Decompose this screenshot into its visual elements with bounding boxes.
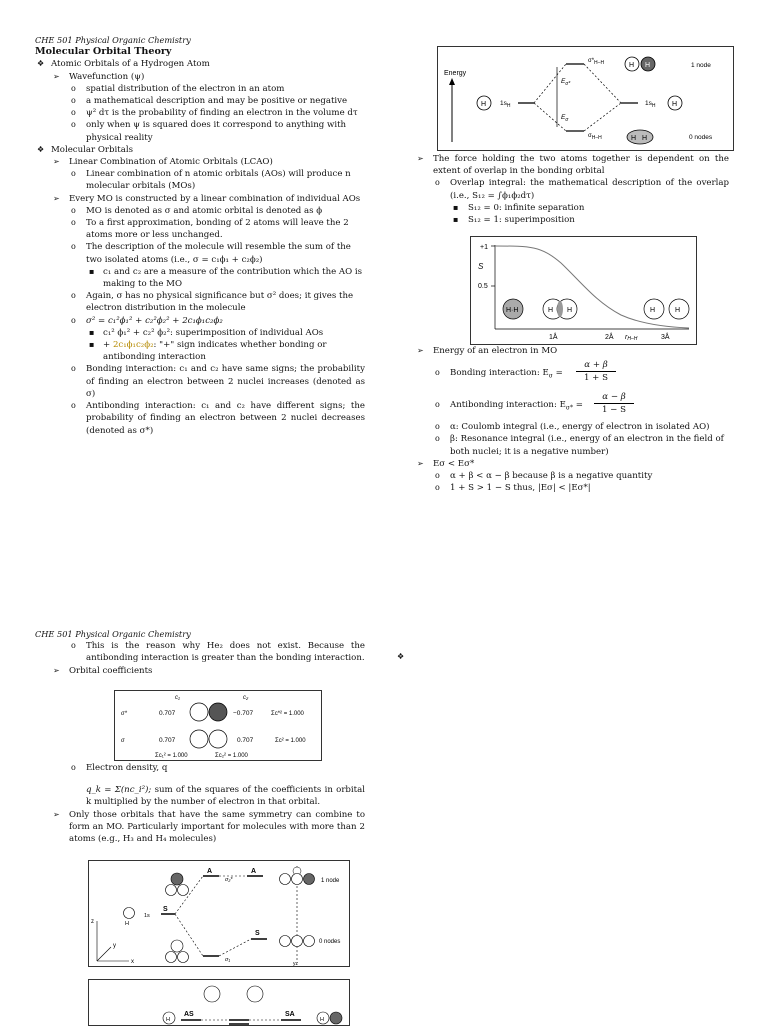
tick-label: +1 xyxy=(480,244,488,251)
circle-bullet-icon: o xyxy=(71,315,76,325)
circle-bullet-icon: o xyxy=(71,401,76,411)
arrow-bullet-icon: ➢ xyxy=(53,193,60,203)
list-item xyxy=(35,205,365,217)
list-text: Only those orbitals that have the same symmetry can combine to form an MO. Particularly important for molecules with more than 2 atoms (e.g., H₃ and H₄ molecules) xyxy=(69,809,365,845)
h-orbital-dark xyxy=(330,1012,342,1024)
arrow-up-icon xyxy=(449,78,455,85)
y-axis xyxy=(97,947,111,961)
axis-label: rH–H xyxy=(625,334,638,342)
list-text: S₁₂ = 0: infinite separation xyxy=(468,202,585,213)
list-item xyxy=(35,327,365,339)
list-item xyxy=(416,482,729,494)
list-text: Linear combination of n atomic orbitals (AOs) will produce n molecular orbitals (MOs) xyxy=(86,169,351,192)
circle-bullet-icon: o xyxy=(71,169,76,179)
h-orbital xyxy=(247,986,263,1002)
sum-label: Σc₁² = 1.000 xyxy=(155,753,188,759)
h-orbital xyxy=(178,885,189,896)
list-text: Again, σ has no physical significance but σ² does; it gives the electron distribution in the molecule xyxy=(86,291,354,314)
right-column xyxy=(416,153,729,226)
list-item xyxy=(416,202,729,214)
orbital-label: σ xyxy=(121,738,125,744)
h-label: H xyxy=(650,307,656,314)
symmetry-label: SA xyxy=(285,1011,295,1018)
page2-column xyxy=(35,628,365,677)
circle-bullet-icon: o xyxy=(435,368,440,378)
list-item xyxy=(35,266,365,290)
list-item xyxy=(35,168,365,192)
mo-energy-diagram xyxy=(437,46,734,151)
sigma-label: $\sigma_{H-H}$ xyxy=(588,133,602,141)
list-text: c₁ and c₂ are a measure of the contribution which the AO is making to the MO xyxy=(103,266,363,290)
h-orbital xyxy=(178,952,189,963)
plane-label: yz xyxy=(293,961,298,967)
tick-label: 2Å xyxy=(605,334,614,341)
h-label: H xyxy=(645,62,651,69)
arrow-bullet-icon: ➢ xyxy=(417,154,424,163)
circle-bullet-icon: o xyxy=(435,483,440,493)
list-item xyxy=(35,107,365,119)
list-item xyxy=(35,315,365,327)
list-text: α + β < α − β because β is a negative quantity xyxy=(450,471,653,482)
sum-label: Σc² = 1.000 xyxy=(275,738,306,744)
axis-label: S xyxy=(478,262,484,271)
circle-bullet-icon: o xyxy=(435,422,440,432)
coefficient-value: 0.707 xyxy=(237,737,254,744)
list-item xyxy=(35,83,365,95)
circle-bullet-icon: o xyxy=(435,471,440,481)
fraction: α + β 1 + S xyxy=(576,359,616,384)
arrow-bullet-icon: ➢ xyxy=(417,346,424,355)
node-label: 0 nodes xyxy=(689,134,713,141)
list-text: The force holding the two atoms together is dependent on the extent of overlap in the bonding orbital xyxy=(433,154,729,177)
list-item xyxy=(35,809,365,846)
subsection-heading: Wavefunction (ψ) xyxy=(69,71,145,82)
tick-label: 0.5 xyxy=(478,283,488,290)
list-item xyxy=(416,458,729,470)
bonding-energy-label: $E_\sigma$ xyxy=(561,114,569,123)
h-label: H xyxy=(567,307,573,314)
circle-bullet-icon: o xyxy=(71,108,76,118)
subsection-heading: Linear Combination of Atomic Orbitals (LCAO) xyxy=(69,157,273,168)
orbital-label: σ₁ xyxy=(225,957,231,963)
orbital-lobe xyxy=(190,730,208,748)
symmetry-label: AS xyxy=(184,1011,194,1018)
subsection-heading: Orbital coefficients xyxy=(69,665,153,676)
h-orbital xyxy=(124,908,135,919)
h-label: H xyxy=(629,62,635,69)
list-item xyxy=(416,357,729,389)
h-label: H·H xyxy=(506,307,519,314)
list-item xyxy=(35,665,365,677)
tick-label: 1Å xyxy=(549,334,558,341)
orbital-label-left: $1s_H$ xyxy=(500,100,511,109)
orbital-label: σ₂* xyxy=(225,877,233,883)
coefficient-header: c₁ xyxy=(175,695,180,701)
list-item xyxy=(35,217,365,241)
circle-bullet-icon: o xyxy=(71,120,76,130)
orbital-label: σ* xyxy=(121,711,127,717)
coefficient-value: 0.707 xyxy=(159,710,176,717)
node-label: 1 node xyxy=(321,878,340,884)
correlation-line xyxy=(584,64,621,103)
sum-label: Σc₂² = 1.000 xyxy=(215,753,248,759)
list-text: only when ψ is squared does it correspond to anything with physical reality xyxy=(86,120,347,143)
circle-bullet-icon: o xyxy=(435,400,440,410)
list-text: Energy of an electron in MO xyxy=(433,346,558,356)
list-item xyxy=(35,339,365,363)
section-heading: Molecular Orbitals xyxy=(51,144,134,155)
arrow-bullet-icon: ➢ xyxy=(53,665,60,675)
list-item xyxy=(416,421,729,433)
h-label: H xyxy=(166,1017,170,1023)
energy-label: Energy xyxy=(444,70,467,77)
circle-bullet-icon: o xyxy=(435,178,440,188)
list-item xyxy=(416,345,729,357)
list-item xyxy=(416,470,729,482)
node-label: 0 nodes xyxy=(319,939,341,945)
list-item xyxy=(35,71,365,83)
h-orbital xyxy=(204,986,220,1002)
list-item xyxy=(35,400,365,437)
h-label: H xyxy=(642,135,648,142)
list-text: This is the reason why He₂ does not exist. Because the antibonding interaction is greater than the bonding interaction. xyxy=(86,641,365,664)
list-item xyxy=(416,214,729,226)
equation: q_k = Σ(nc_i²); xyxy=(86,785,152,796)
symmetry-label: A xyxy=(251,868,257,875)
orbital-label: 1s xyxy=(144,913,150,919)
course-header: CHE 501 Physical Organic Chemistry xyxy=(35,35,191,45)
circle-bullet-icon: o xyxy=(71,641,76,651)
arrow-bullet-icon: ➢ xyxy=(53,809,60,819)
h-label: H xyxy=(481,101,487,108)
list-text: Bonding interaction: c₁ and c₂ have same signs; the probability of finding an electron between 2 nuclei increases (denoted as σ) xyxy=(86,364,365,399)
h-label: H xyxy=(125,921,129,927)
list-item xyxy=(35,193,365,205)
symmetry-label: S xyxy=(255,930,260,937)
list-text: + xyxy=(103,340,111,351)
h-orbital xyxy=(166,952,177,963)
circle-bullet-icon: o xyxy=(71,83,76,93)
h-label: H xyxy=(672,101,678,108)
h-label: H xyxy=(320,1017,324,1023)
orbital-lobe xyxy=(209,730,227,748)
list-item xyxy=(35,762,365,774)
circle-bullet-icon: o xyxy=(71,205,76,215)
h4-mo-diagram xyxy=(88,979,350,1026)
diamond-bullet-icon: ❖ xyxy=(37,59,45,69)
right-column-lower xyxy=(416,345,729,494)
list-text: c₁² ϕ₁² + c₂² ϕ₂²: superimposition of individual AOs xyxy=(103,327,324,338)
list-text: Antibonding interaction: c₁ and c₂ have different signs; the probability of finding an electron between 2 nuclei decreases (denoted as σ*) xyxy=(86,401,365,436)
diamond-bullet-icon: ❖ xyxy=(397,652,405,661)
diamond-bullet-icon: ❖ xyxy=(37,144,45,154)
list-item xyxy=(35,58,365,70)
square-bullet-icon: ▪ xyxy=(89,266,95,276)
circle-bullet-icon: o xyxy=(71,364,76,374)
h-label: H xyxy=(675,307,681,314)
axis-label: y xyxy=(113,943,116,949)
list-text: : "+" sign indicates whether bonding or antibonding interaction xyxy=(103,340,327,363)
list-text: Bonding interaction: $E_\sigma$ = xyxy=(450,368,563,380)
orbital-label-right: $1s_H$ xyxy=(645,100,656,109)
list-text: MO is denoted as σ and atomic orbital is denoted as ϕ xyxy=(86,205,323,216)
list-text: α: Coulomb integral (i.e., energy of electron in isolated AO) xyxy=(450,422,710,433)
list-text: S₁₂ = 1: superimposition xyxy=(468,215,575,226)
symmetry-label: A xyxy=(207,868,213,875)
list-item xyxy=(35,119,365,143)
list-item xyxy=(35,290,365,314)
list-text: a mathematical description and may be positive or negative xyxy=(86,96,348,107)
page-title: Molecular Orbital Theory xyxy=(35,46,172,58)
list-item xyxy=(35,95,365,107)
arrow-bullet-icon: ➢ xyxy=(53,157,60,167)
orbital-lobe-dark xyxy=(209,703,227,721)
highlighted-term: 2c₁ϕ₁c₂ϕ₂ xyxy=(112,340,154,351)
list-item xyxy=(416,433,729,457)
square-bullet-icon: ▪ xyxy=(89,340,95,350)
list-item xyxy=(35,363,365,400)
circle-bullet-icon: o xyxy=(435,434,440,444)
list-item xyxy=(35,156,365,168)
section-heading: Atomic Orbitals of a Hydrogen Atom xyxy=(51,59,210,70)
left-column xyxy=(35,34,365,437)
list-item xyxy=(416,153,729,177)
list-text: Electron density, q xyxy=(86,763,168,773)
square-bullet-icon: ▪ xyxy=(453,202,459,212)
sum-label: Σc*² = 1.000 xyxy=(271,711,304,717)
tick-label: 3Å xyxy=(661,334,670,341)
square-bullet-icon: ▪ xyxy=(89,327,95,337)
course-header: CHE 501 Physical Organic Chemistry xyxy=(35,629,191,639)
circle-bullet-icon: o xyxy=(71,763,76,772)
circle-bullet-icon: o xyxy=(71,291,76,301)
axis-label: z xyxy=(91,919,94,925)
h3-mo-diagram xyxy=(88,860,350,967)
list-text: Eσ < Eσ* xyxy=(433,458,475,469)
sigma-star-label: $\sigma*_{H-H}$ xyxy=(588,58,605,66)
antibonding-energy-label: $E_{\sigma*}$ xyxy=(561,78,571,87)
fraction: α − β 1 − S xyxy=(594,391,634,416)
circle-bullet-icon: o xyxy=(71,218,76,228)
list-item xyxy=(35,144,365,156)
circle-bullet-icon: o xyxy=(71,96,76,106)
list-text: ψ² dτ is the probability of finding an electron in the volume dτ xyxy=(86,108,358,119)
coefficient-value: 0.707 xyxy=(159,737,176,744)
coefficient-header: c₂ xyxy=(243,695,249,701)
orbital-coefficients-figure xyxy=(114,690,322,761)
list-item xyxy=(35,784,365,808)
coefficient-value: −0.707 xyxy=(233,710,254,717)
arrow-bullet-icon: ➢ xyxy=(53,71,60,81)
list-text: Antibonding interaction: $E_{\sigma*}$ = xyxy=(450,400,583,412)
list-text: 1 + S > 1 − S thus, |Eσ| < |Eσ*| xyxy=(450,483,591,494)
h-orbital xyxy=(171,940,183,952)
list-text: To a first approximation, bonding of 2 atoms will leave the 2 atoms more or less unchanged. xyxy=(86,218,349,241)
list-item xyxy=(416,177,729,201)
list-text: Overlap integral: the mathematical description of the overlap (i.e., S₁₂ = ∫ϕ₁ϕ₂dτ) xyxy=(450,178,729,201)
list-text: β: Resonance integral (i.e., energy of an electron in the field of both nuclei; it is a negative number) xyxy=(450,434,724,457)
h-label: H xyxy=(631,135,637,142)
arrow-bullet-icon: ➢ xyxy=(417,458,424,468)
h-label: H xyxy=(548,307,554,314)
symmetry-label: S xyxy=(163,906,168,913)
correlation-line xyxy=(584,103,621,131)
h-orbital-dark xyxy=(171,873,183,885)
list-text: The description of the molecule will resemble the sum of the two isolated atoms (i.e., σ = c₁ϕ₁ + c₂ϕ₂) xyxy=(86,242,351,265)
node-label: 1 node xyxy=(691,62,711,69)
axis-label: x xyxy=(131,959,134,965)
equation: σ² = c₁²ϕ₁² + c₂²ϕ₂² + 2c₁ϕ₁c₂ϕ₂ xyxy=(86,315,223,326)
list-text: sum of the squares of the coefficients in orbital k multiplied by the number of electron in that orbital. xyxy=(86,785,366,808)
list-item xyxy=(416,389,729,421)
circle-bullet-icon: o xyxy=(71,242,76,252)
h-orbital xyxy=(166,885,177,896)
overlap-integral-plot xyxy=(470,236,697,345)
list-item xyxy=(35,640,365,664)
square-bullet-icon: ▪ xyxy=(453,215,459,225)
overlap-region xyxy=(557,301,563,317)
page2-column-lower xyxy=(35,762,365,845)
orbital-lobe xyxy=(190,703,208,721)
subsection-heading: Every MO is constructed by a linear combination of individual AOs xyxy=(69,193,361,204)
list-item xyxy=(35,241,365,265)
list-text: spatial distribution of the electron in an atom xyxy=(86,83,285,94)
